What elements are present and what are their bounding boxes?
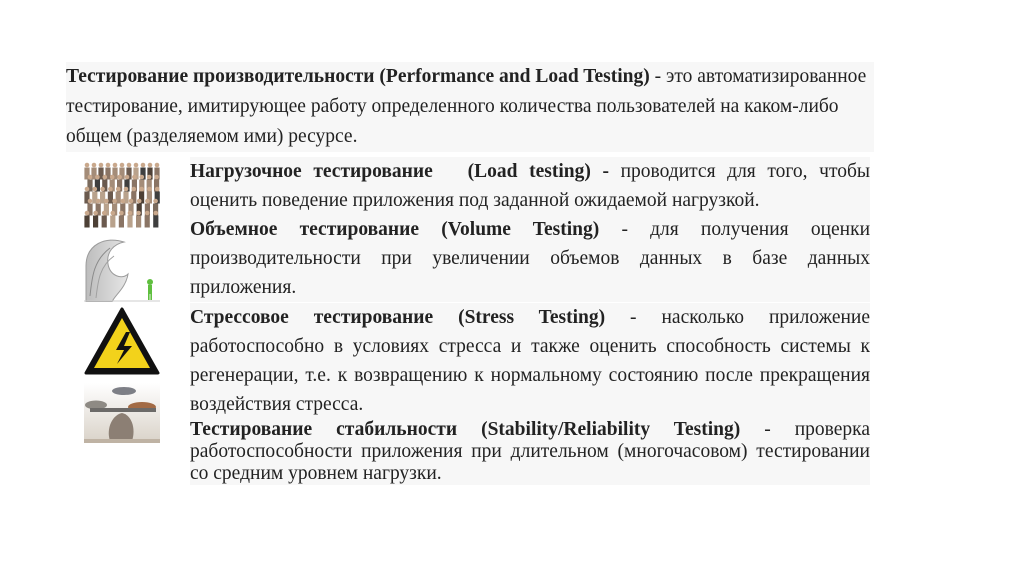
volume-testing-paragraph [190, 215, 870, 302]
stability-testing-paragraph [190, 419, 870, 485]
load-testing-term: Нагрузочное тестирование [190, 161, 433, 182]
crowd-icon [84, 160, 160, 230]
wave-icon [84, 236, 160, 302]
load-testing-text: проводится для того, чтобы оценить поведение приложения под заданной ожидаемой нагрузкой. [190, 161, 871, 211]
stress-testing-term-en: (Stress Testing) [458, 307, 606, 328]
load-testing-term-en: (Load testing) - [467, 161, 609, 182]
load-testing-paragraph [190, 157, 870, 215]
stress-testing-term: Стрессовое тестирование [190, 307, 434, 328]
volume-testing-term-en: (Volume Testing) [441, 219, 600, 240]
stability-testing-term-en: (Stability/Reliability Testing) [481, 419, 741, 440]
stability-testing-text: - проверка работоспособности приложения при длительном (многочасовом) тестировании со средним уровнем нагрузки. [190, 419, 871, 484]
stability-testing-term: Тестирование стабильности [190, 419, 458, 440]
intro-term-en: (Performance and Load Testing) [379, 66, 650, 87]
intro-text: - это автоматизированное тестирование, имитирующее работу определенного количества пользователей на каком-либо общем (разделяемом ими) ресурсе. [66, 66, 867, 147]
intro-term: Тестирование производительности [66, 66, 375, 87]
volume-testing-text: - для получения оценки производительности при увеличении объемов данных в базе данных приложения. [190, 219, 871, 298]
volume-testing-term: Объемное тестирование [190, 219, 420, 240]
stress-testing-paragraph [190, 303, 870, 419]
intro-paragraph [66, 62, 874, 152]
balancing-stones-icon [84, 383, 160, 443]
stress-testing-text: - насколько приложение работоспособно в условиях стресса и также оценить способность системы к регенерации, т.е. к возвращению к нормальному состоянию после прекращения воздействия стресса. [190, 307, 871, 415]
high-voltage-icon [84, 306, 160, 376]
